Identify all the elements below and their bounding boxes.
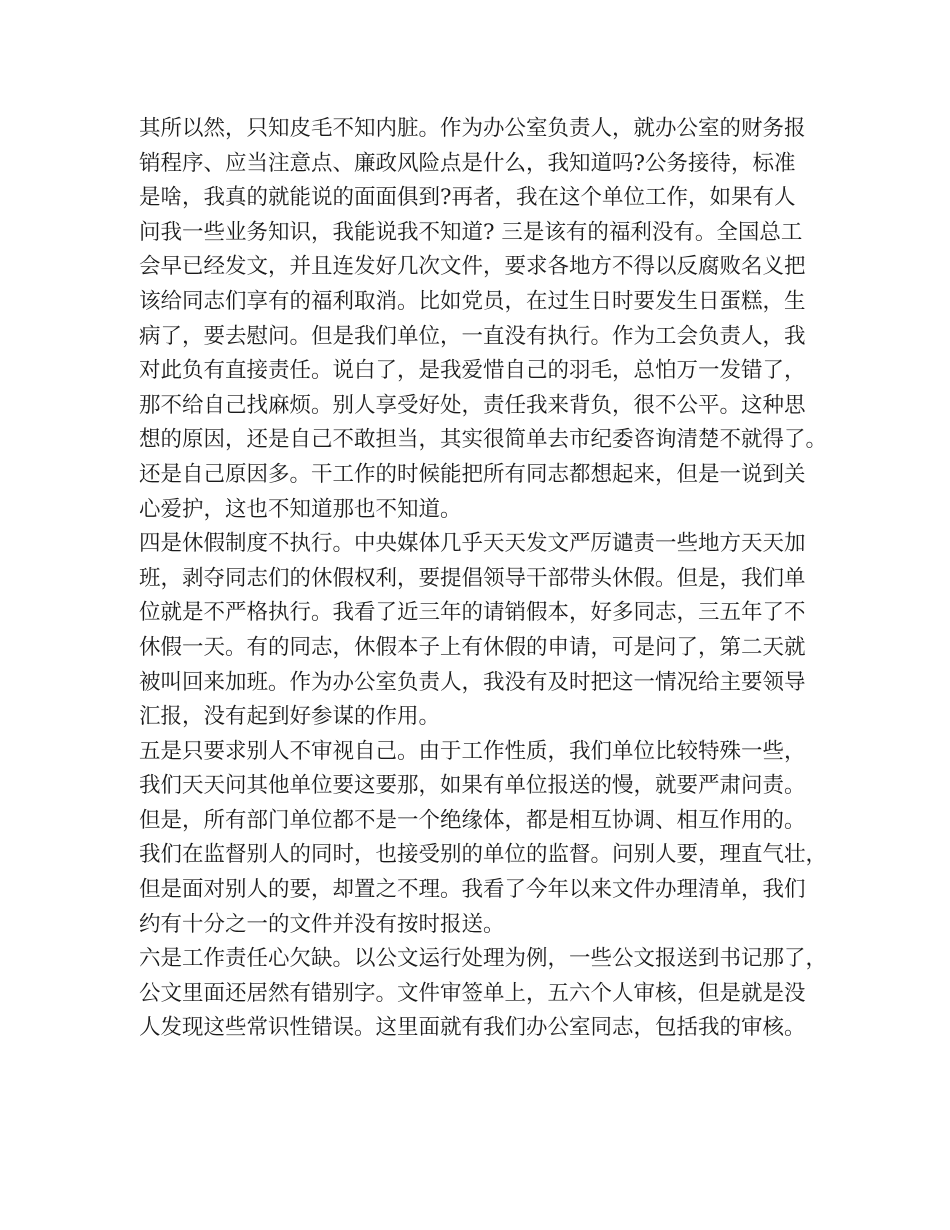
document-body bbox=[139, 112, 828, 1046]
text-line: 人发现这些常识性错误。这里面就有我们办公室同志，包括我的审核。 bbox=[139, 1015, 806, 1041]
text-line: 五是只要求别人不审视自己。由于工作性质，我们单位比较特殊一些， bbox=[139, 738, 806, 764]
text-line: 被叫回来加班。作为办公室负责人，我没有及时把这一情况给主要领导 bbox=[139, 669, 806, 695]
text-line: 公文里面还居然有错别字。文件审签单上，五六个人审核，但是就是没 bbox=[139, 980, 806, 1006]
text-line: 是啥，我真的就能说的面面俱到?再者，我在这个单位工作，如果有人 bbox=[139, 185, 796, 211]
text-line: 休假一天。有的同志，休假本子上有休假的申请，可是问了，第二天就 bbox=[139, 634, 806, 660]
text-line: 我们天天问其他单位要这要那，如果有单位报送的慢，就要严肃问责。 bbox=[139, 773, 806, 799]
text-line: 会早已经发文，并且连发好几次文件，要求各地方不得以反腐败名义把 bbox=[139, 254, 806, 280]
text-line: 六是工作责任心欠缺。以公文运行处理为例，一些公文报送到书记那了， bbox=[139, 946, 828, 972]
text-line: 班，剥夺同志们的休假权利，要提倡领导干部带头休假。但是，我们单 bbox=[139, 565, 806, 591]
text-line: 四是休假制度不执行。中央媒体几乎天天发文严厉谴责一些地方天天加 bbox=[139, 531, 806, 557]
text-line: 病了，要去慰问。但是我们单位，一直没有执行。作为工会负责人，我 bbox=[139, 323, 806, 349]
text-line: 其所以然，只知皮毛不知内脏。作为办公室负责人，就办公室的财务报 bbox=[139, 116, 806, 141]
text-line: 销程序、应当注意点、廉政风险点是什么，我知道吗?公务接待，标准 bbox=[139, 150, 796, 176]
text-line: 我们在监督别人的同时，也接受别的单位的监督。问别人要，理直气壮， bbox=[139, 842, 828, 868]
text-line: 问我一些业务知识，我能说我不知道? 三是该有的福利没有。全国总工 bbox=[139, 219, 803, 245]
text-line: 汇报，没有起到好参谋的作用。 bbox=[139, 704, 441, 730]
text-line: 但是，所有部门单位都不是一个绝缘体，都是相互协调、相互作用的。 bbox=[139, 807, 806, 833]
text-line: 位就是不严格执行。我看了近三年的请销假本，好多同志，三五年了不 bbox=[139, 600, 806, 626]
text-line: 但是面对别人的要，却置之不理。我看了今年以来文件办理清单，我们 bbox=[139, 877, 806, 903]
text-line: 想的原因，还是自己不敢担当，其实很简单去市纪委咨询清楚不就得了。 bbox=[139, 427, 828, 453]
text-line: 对此负有直接责任。说白了，是我爱惜自己的羽毛，总怕万一发错了， bbox=[139, 358, 806, 384]
text-line: 那不给自己找麻烦。别人享受好处，责任我来背负，很不公平。这种思 bbox=[139, 392, 806, 418]
text-line: 该给同志们享有的福利取消。比如党员，在过生日时要发生日蛋糕，生 bbox=[139, 288, 806, 314]
text-line: 约有十分之一的文件并没有按时报送。 bbox=[139, 911, 505, 937]
text-line: 心爱护，这也不知道那也不知道。 bbox=[139, 496, 462, 522]
text-line: 还是自己原因多。干工作的时候能把所有同志都想起来，但是一说到关 bbox=[139, 461, 806, 487]
